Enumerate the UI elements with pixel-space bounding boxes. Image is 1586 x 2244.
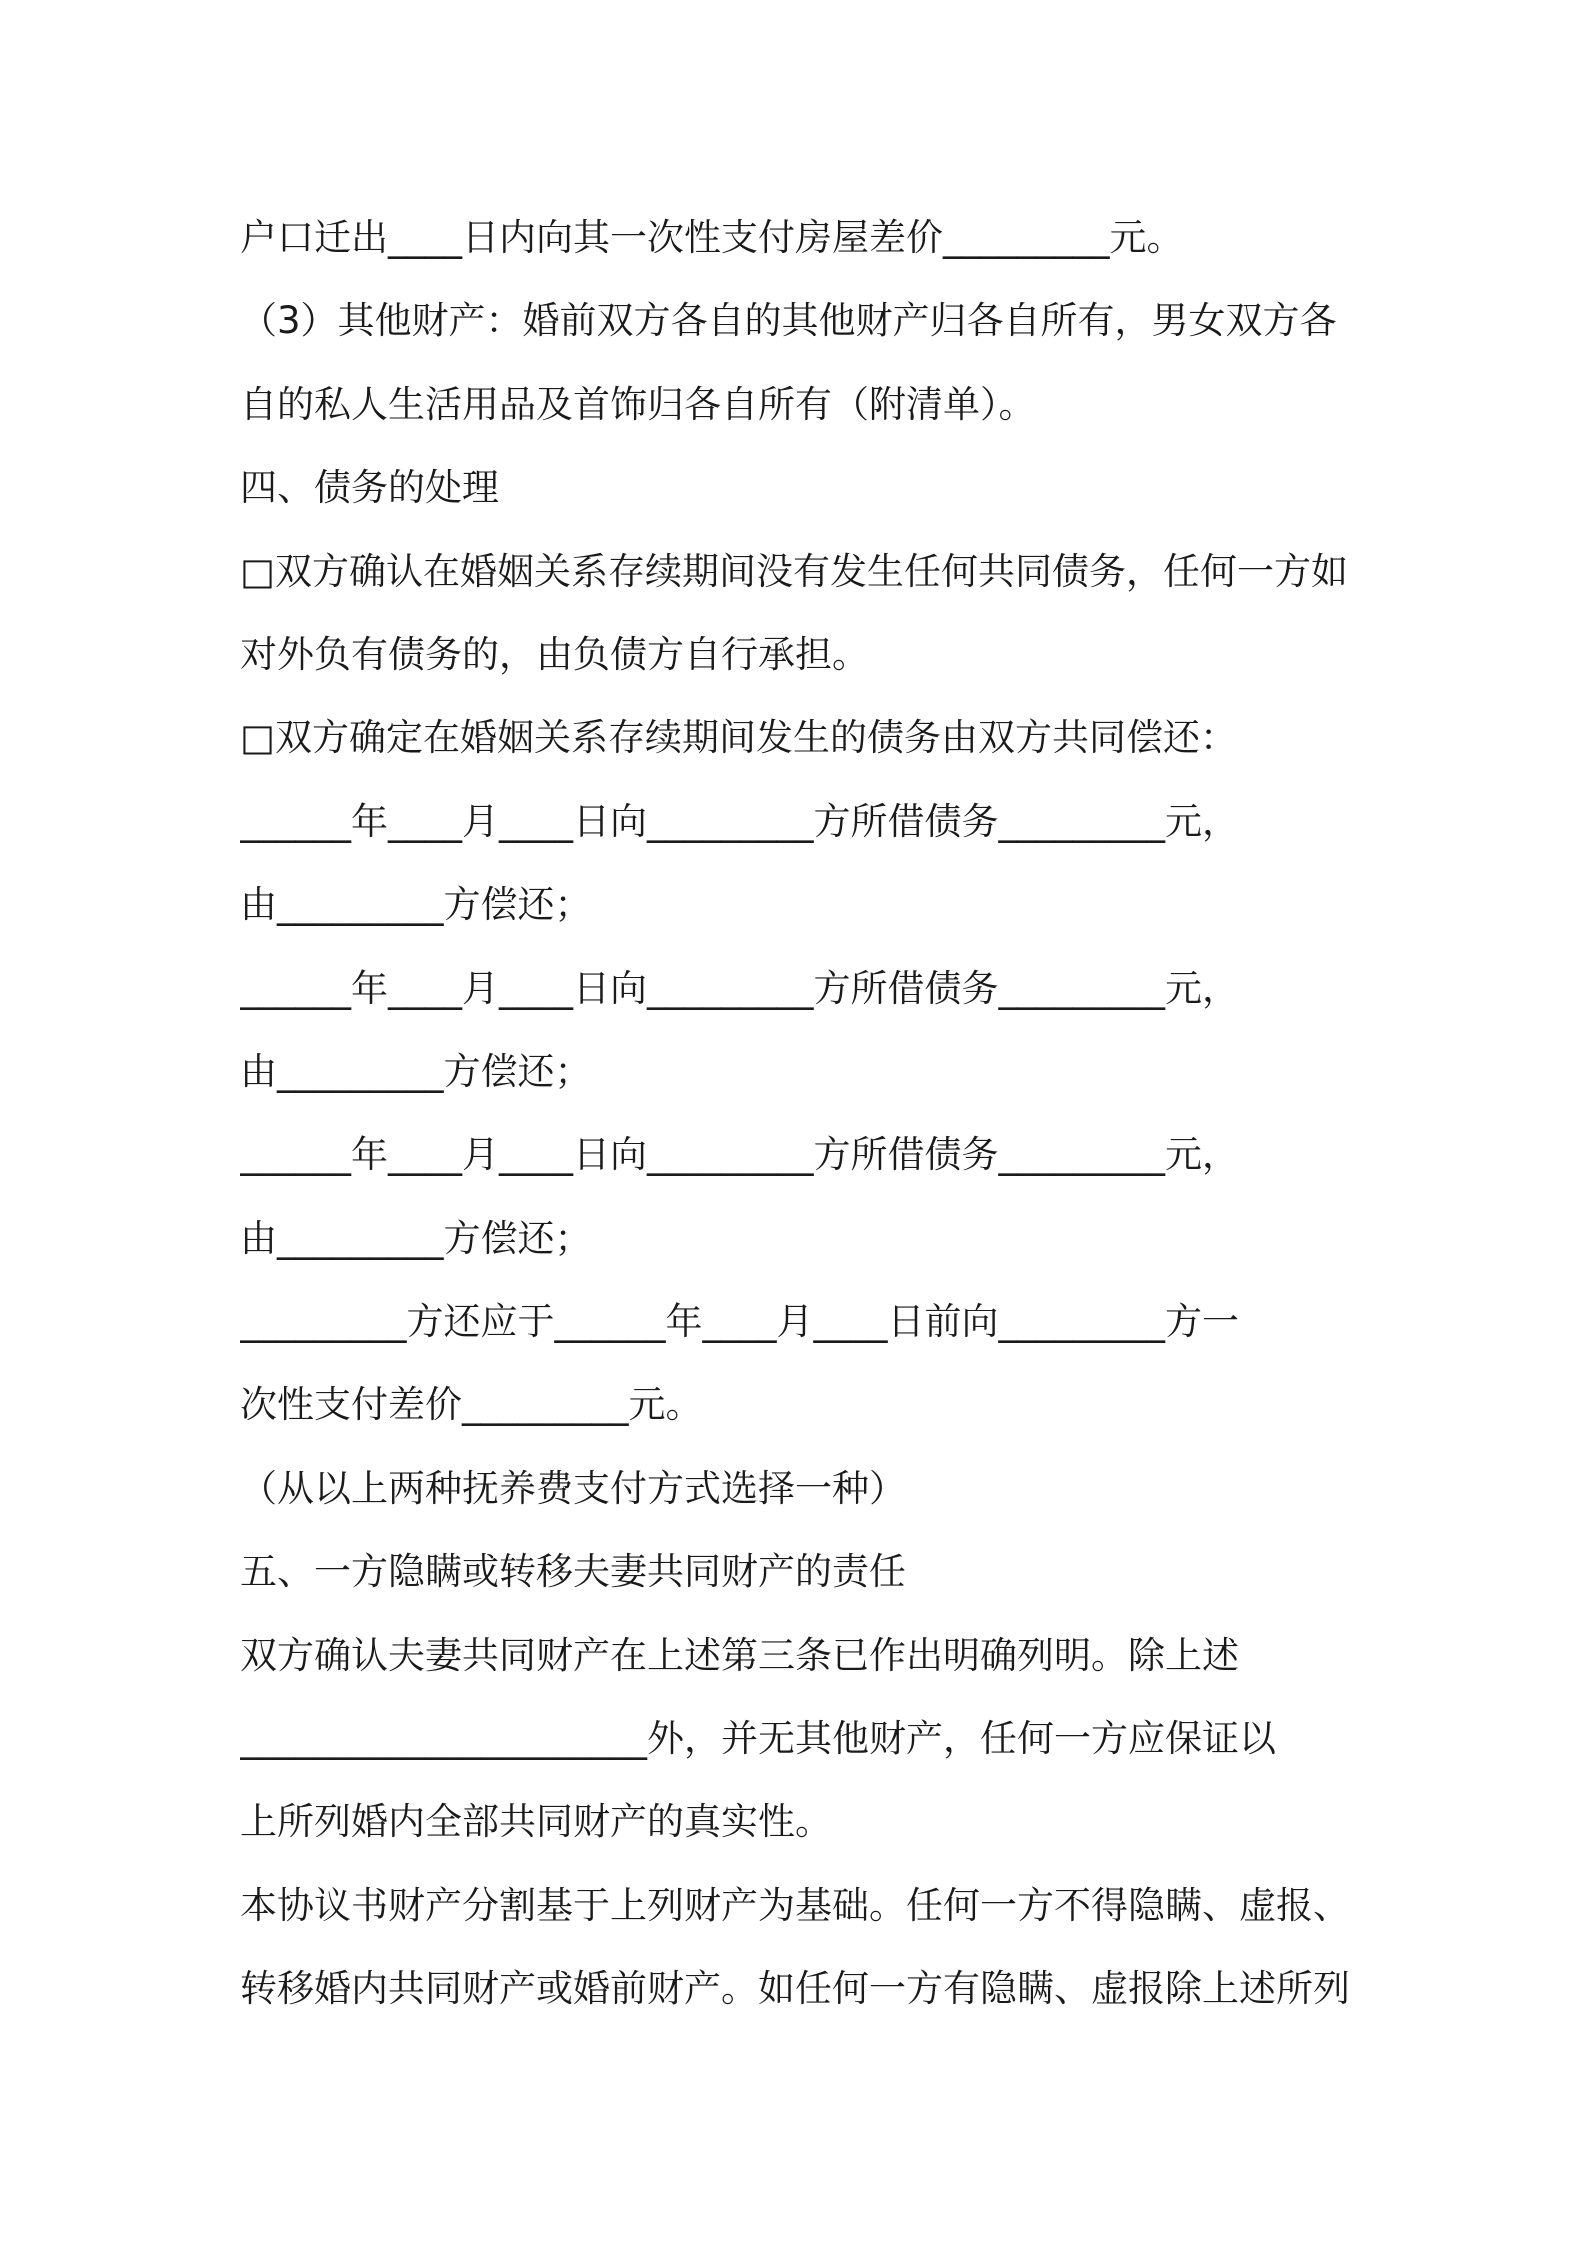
property-confirmation-line-1: 双方确认夫妻共同财产在上述第三条已作出明确列明。除上述 <box>240 1633 1239 1677</box>
other-property-clause-line-1: （3）其他财产：婚前双方各自的其他财产归各自所有，男女双方各 <box>240 299 1337 343</box>
debt-entry-2-line-1: ______年____月____日向_________方所借债务_________元， <box>240 966 1239 1010</box>
property-basis-line-1: 本协议书财产分割基于上列财产为基础。任何一方不得隐瞒、虚报、 <box>240 1883 1350 1927</box>
debt-entry-1-line-2: 由_________方偿还； <box>240 883 592 927</box>
property-confirmation-line-2: ______________________外，并无其他财产，任何一方应保证以 <box>240 1717 1276 1761</box>
section-4-heading: 四、债务的处理 <box>240 466 499 510</box>
debt-entry-1-line-1: ______年____月____日向_________方所借债务_________元， <box>240 799 1239 843</box>
no-joint-debt-option-line-2: 对外负有债务的，由负债方自行承担。 <box>240 632 869 676</box>
house-price-difference-line: 户口迁出____日内向其一次性支付房屋差价_________元。 <box>240 216 1184 259</box>
debt-entry-3-line-1: ______年____月____日向_________方所借债务_________元， <box>240 1133 1239 1177</box>
other-property-clause-line-2: 自的私人生活用品及首饰归各自所有（附清单）。 <box>240 382 1036 426</box>
section-5-heading: 五、一方隐瞒或转移夫妻共同财产的责任 <box>240 1550 906 1594</box>
property-basis-line-2: 转移婚内共同财产或婚前财产。如任何一方有隐瞒、虚报除上述所列 <box>240 1967 1350 2011</box>
document-body <box>240 196 1360 2031</box>
debt-difference-line-2: 次性支付差价_________元。 <box>240 1383 703 1427</box>
property-confirmation-line-3: 上所列婚内全部共同财产的真实性。 <box>240 1800 832 1844</box>
debt-entry-3-line-2: 由_________方偿还； <box>240 1216 592 1260</box>
payment-method-note: （从以上两种抚养费支付方式选择一种） <box>240 1466 906 1510</box>
debt-entry-2-line-2: 由_________方偿还； <box>240 1049 592 1093</box>
no-joint-debt-option-line-1: □双方确认在婚姻关系存续期间没有发生任何共同债务，任何一方如 <box>240 549 1348 593</box>
debt-difference-line-1: _________方还应于______年____月____日前向_________方一 <box>240 1300 1239 1344</box>
joint-debt-option-line: □双方确定在婚姻关系存续期间发生的债务由双方共同偿还： <box>240 716 1237 760</box>
